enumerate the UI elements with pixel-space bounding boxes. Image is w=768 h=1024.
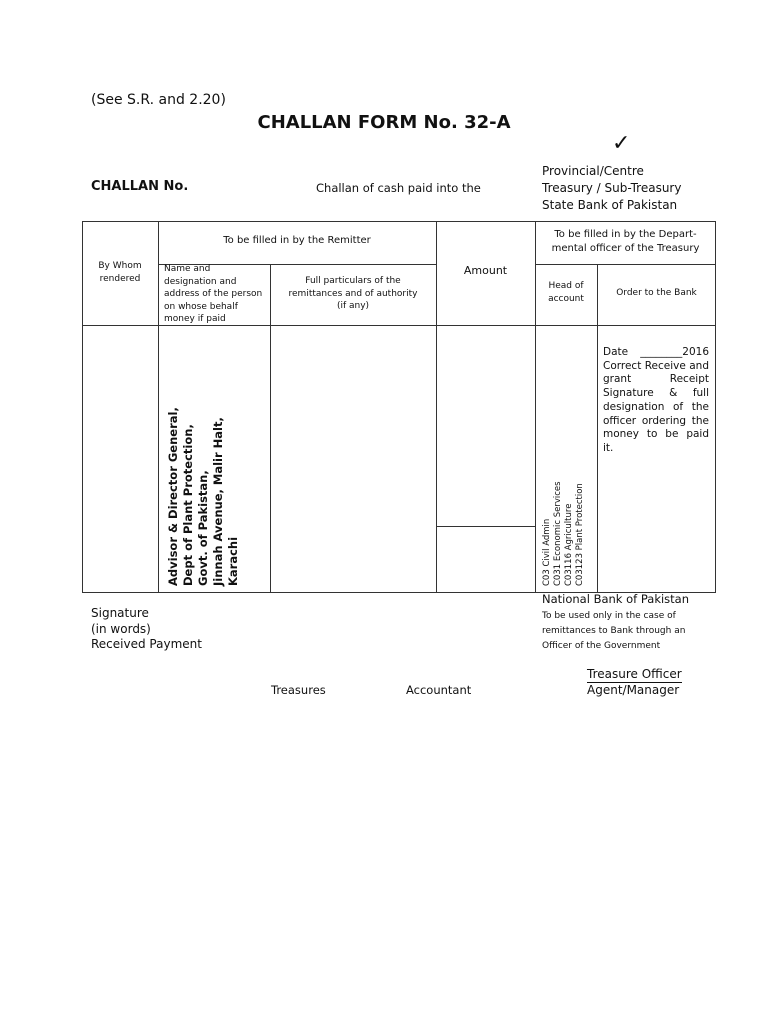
bank-name: National Bank of Pakistan [542,592,690,606]
copy-list-item: Treasury / Sub-Treasury [542,181,682,195]
column-divider [597,264,598,592]
head-of-account-header: Head of account [548,281,584,304]
row-divider [535,264,716,265]
order-to-bank-header: Order to the Bank [616,288,697,298]
remitter-address: Advisor & Director General, Dept of Plant Protection, Govt. of Pakistan, Jinnah Avenue, Malir Halt, Karachi [166,407,240,586]
order-to-bank-text: Date ________2016 Correct Receive and grant Receipt Signature & full designation of the officer ordering the money to be paid it. [603,346,709,454]
by-whom-header: By Whom rendered [98,261,142,284]
column-divider [270,264,271,592]
particulars-header: Full particulars of the remittances and of authority (if any) [288,276,418,311]
form-title: CHALLAN FORM No. 32-A [257,112,511,133]
head-of-account-codes: C03 Civil Admin C031 Economic Services C03116 Agriculture C03123 Plant Protection [542,481,585,586]
treasure-officer-label: Treasure Officer [587,667,682,681]
row-divider [436,526,535,527]
challan-cash-label: Challan of cash paid into the [316,181,481,195]
challan-no-label: CHALLAN No. [91,179,189,194]
agent-manager-label: Agent/Manager [587,683,680,697]
checkmark-icon: ✓ [612,131,631,156]
accountant-label: Accountant [406,683,472,697]
amount-header: Amount [463,264,508,277]
copy-list-item: Provincial/Centre [542,164,644,178]
signature-block: Signature (in words) Received Payment [91,606,202,651]
copy-list [542,163,681,214]
column-divider [436,222,437,592]
bank-note: To be used only in the case of remittances to Bank through an Officer of the Government [542,611,686,651]
treasures-label: Treasures [271,683,326,697]
copy-list-item: State Bank of Pakistan [542,198,678,212]
form-reference: (See S.R. and 2.20) [91,92,226,108]
departmental-header: To be filled in by the Depart- mental officer of the Treasury [551,229,700,254]
remitter-header: To be filled in by the Remitter [223,235,371,246]
column-divider [158,222,159,592]
column-divider [535,222,536,592]
name-designation-header: Name and designation and address of the person on whose behalf money if paid [164,264,263,324]
